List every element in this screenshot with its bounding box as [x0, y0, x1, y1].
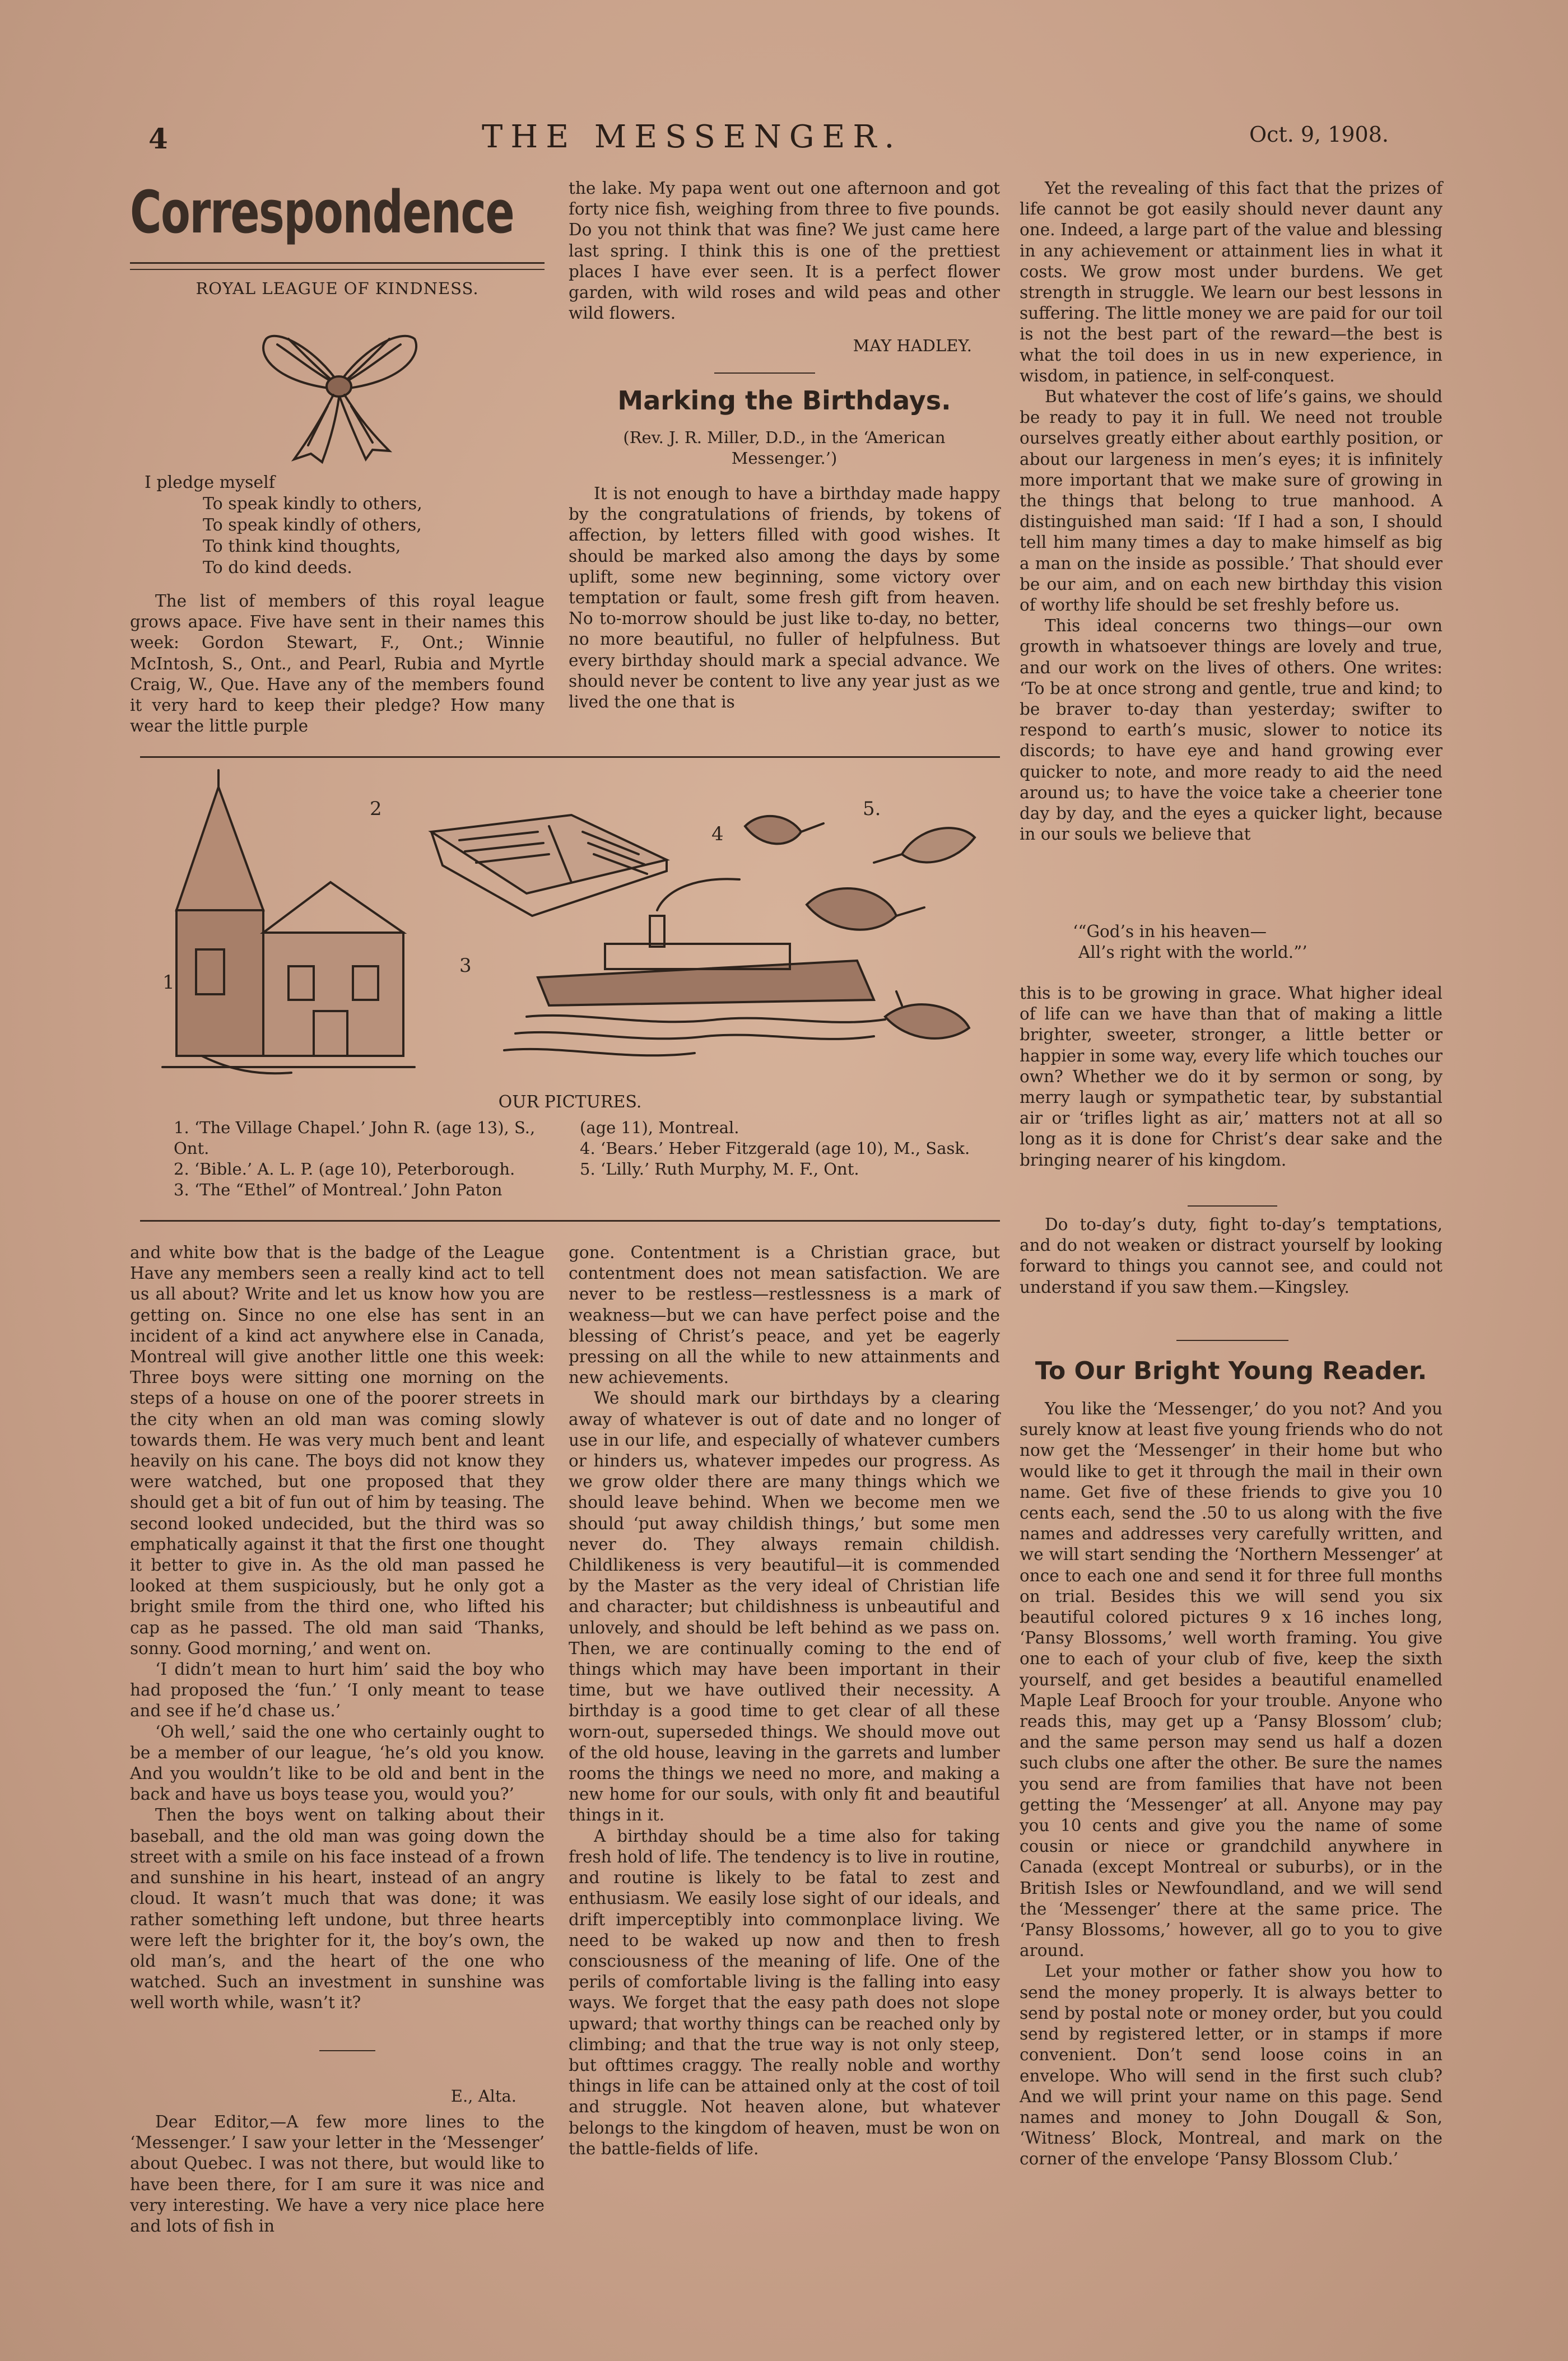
- letter-continued: the lake. My papa went out one afternoon and got forty nice fish, weighing from three to five pounds. Do you not think that was fine? We just came here last spring. I think this is one of the prettiest places I have ever seen. It is a perfect flower garden, with wild roses and wild peas and other wild flowers.: [569, 179, 1000, 323]
- pledge-line: To speak kindly to others,: [203, 494, 422, 514]
- picture-caption: 3. ‘The “Ethel” of Montreal.’ John Paton: [174, 1180, 502, 1199]
- quote-line: ‘“God’s in his heaven—: [1073, 922, 1267, 941]
- separator: [1188, 1205, 1277, 1207]
- pictures-captions-left: [174, 1117, 566, 1200]
- pledge-block: [145, 472, 537, 579]
- pledge-line: I pledge myself: [145, 473, 275, 492]
- kingsley-quote: Do to-day’s duty, fight to-day’s temptations, and do not weaken or distract yourself by looking forward to things you cannot see, and could not understand if you saw them.—Kingsley.: [1020, 1215, 1443, 1297]
- masthead: THE MESSENGER.: [482, 119, 902, 155]
- birthdays-cont: gone. Contentment is a Christian grace, but contentment does not mean satisfaction. We are never to be restless—restlessness is a mark of weakness—but we can have perfect poise and the blessing of Christ’s peace, and yet be eagerly pressing on all the while to new attainments and new achievements. We should mark our birthdays by a clearing away of whatever is out of date and no longer of use in our life, and especially of whatever cumbers or hinders us, whatever impedes our progress. As we grow older there are many things which we should leave behind. When we become men we should ‘put away childish things,’ but some men never do. They always remain childish. Childlikeness is very beautiful—it is commended by the Master as the very ideal of Christian life and character; but childishness is unbeautiful and unlovely, and should be left behind as we pass on. Then, we are continually coming to the end of things which may have been important in their time, but we have outlived their necessity. A birthday is a good time to get clear of all these worn-out, superseded things. We should move out of the old house, leaving in the garrets and lumber rooms the things we need no more, and making a new home for our souls, with only fit and beautiful things in it. A birthday should be a time also for taking fresh hold of life. The tendency is to live in routine, and routine is likely to be fatal to zest and enthusiasm. We easily lose sight of our ideals, and drift imperceptibly into commonplace living. We need to be waked up now and then to fresh consciousness of the meaning of life. One of the perils of comfortable living is the falling into easy ways. We forget that the easy path does not slope upward; that worthy things can be reached only by climbing; and that the true way is not only steep, but ofttimes craggy. The really noble and worthy things in life can be attained only at the cost of toil and struggle. Not heaven alone, but whatever belongs to the kingdom of heaven, must be won on the battle-fields of life.: [569, 1243, 1000, 2158]
- league-paragraph-1: The list of members of this royal league grows apace. Five have sent in their names this week: Gordon Stewart, F., Ont.; Winnie McIntosh, S., Ont., and Pearl, Rubia and Myrtle Craig, W., Que. Have any of the members found it very hard to keep their pledge? How many wear the little purple: [130, 592, 545, 736]
- picture-caption: (age 11), Montreal.: [580, 1118, 739, 1137]
- birthdays-p8: this is to be growing in grace. What higher ideal of life can we have than that of making a little brighter, sweeter, stronger, a little better or happier in some way, every life which touches our own? Whether we do it by sermon or song, by merry laugh or sympathetic tear, by substantial air or ‘trifles light as air,’ matters not at all so long as it is done for Christ’s dear sake and the bringing nearer of his kingdom.: [1020, 984, 1443, 1170]
- quote-line: All’s right with the world.”’: [1078, 943, 1308, 962]
- league-paragraphs-cont: and white bow that is the badge of the League Have any members seen a really kind act to tell us all about? Write and let us know how you are getting on. Since no one else has sent in an incident of a kind act anywhere else in Canada, Montreal will give another little one this week: Three boys were sitting one morning on the steps of a house on one of the poorer streets in the city when an old man was coming slowly towards them. He was very much bent and leant heavily on his cane. The boys did not know they were watched, but one proposed that they should get a bit of fun out of him by teasing. The second looked undecided, but the third was so emphatically against it that the first one thought it better to give in. As the old man passed he looked at them suspiciously, but he only got a bright smile from the third one, who lifted his cap as he passed. The old man said ‘Thanks, sonny. Good morning,’ and went on. ‘I didn’t mean to hurt him’ said the boy who had proposed the ‘fun.’ ‘I only meant to tease and see if he’d chase us.’ ‘Oh well,’ said the one who certainly ought to be a member of our league, ‘he’s old you know. And you wouldn’t like to be old and bent in the back and have us boys tease you, would you?’ Then the boys went on talking about their baseball, and the old man was going down the street with a smile on his face instead of a frown and sunshine in his heart, instead of an angry cloud. It wasn’t much that was done; it was rather something left undone, but three hearts were left the brighter for it, the boy’s own, the old man’s, and the heart of the one who watched. Such an investment in sunshine was well worth while, wasn’t it?: [130, 1243, 545, 2013]
- pictures-captions-right: [580, 1117, 983, 1180]
- pictures-top-rule: [140, 756, 1000, 758]
- birthdays-col3: Yet the revealing of this fact that the prizes of life cannot be got easily should never daunt any one. Indeed, a large part of the value and blessing in any achievement or attainment lies in what it costs. We grow most under burdens. We get strength in struggle. We learn our best lessons in suffering. The little money we are paid for our toil is not the best part of the reward—the best is what the toil does in us in new experience, in wisdom, in patience, in self-conquest. But whatever the cost of life’s gains, we should be ready to pay it in full. We need not trouble ourselves greatly either about earthly position, or about our largeness in men’s eyes; it is infinitely more important that we make sure of growing in the things that belong to true manhood. A distinguished man said: ‘If I had a son, I should tell him many times a day to make himself as big a man on the inside as possible.’ That should ever be our aim, and on each new birthday this vision of worthy life should be set freshly before us. This ideal concerns two things—our own growth in whatsoever things are lovely and true, and our work on the lives of others. One writes: ‘To be at once strong and gentle, true and kind; to be braver to-day than yesterday; swifter to respond to earth’s music, slower to notice its discords; to have eye and hand growing ever quicker to note, and more ready to aid the need around us; to have the voice take a cheerier tone day by day, and the eyes a quicker light, because in our souls we believe that: [1020, 179, 1443, 844]
- pledge-line: To think kind thoughts,: [203, 537, 401, 556]
- separator: [1176, 1340, 1288, 1341]
- bow-illustration: [255, 316, 423, 468]
- quote-block: [1020, 921, 1443, 963]
- reader-body: You like the ‘Messenger,’ do you not? And you surely know at least five young friends who do not now get the ‘Messenger’ in their home but who would like to get it through the mail in their own name. Get five of these friends to give you 10 cents each, send the .50 to us along with the five names and addresses very carefully written, and we will start sending the ‘Northern Messenger’ at once to each one and send it for three full months on trial. Besides this we will send you six beautiful colored pictures 9 x 16 inches long, ‘Pansy Blossoms,’ well worth framing. You give one to each of your club of five, keep the sixth yourself, and get besides a beautiful enamelled Maple Leaf Brooch for your trouble. Anyone who reads this, may get up a ‘Pansy Blossom’ club; and the same person may send us half a dozen such clubs one after the other. Be sure the names you send are from families that have not been getting the ‘Messenger’ at all. Anyone may pay you 10 cents and give you the name of some cousin or niece or grandchild anywhere in Canada (except Montreal or suburbs), or in the British Isles or Newfoundland, and we will send the ‘Messenger’ there at the same price. The ‘Pansy Blossoms,’ however, all go to you to give around. Let your mother or father show you how to send the money properly. It is always better to send by postal note or money order, but you could send by registered letter, or in stamps if more convenient. Don’t send loose coins in an envelope. Who will send in the first such club? And we will print your name on this page. Send names and money to John Dougall & Son, ‘Witness’ Block, Montreal, and mark on the corner of the envelope ‘Pansy Blossom Club.’: [1020, 1399, 1443, 2169]
- correspondence-title: Correspondence: [130, 178, 514, 246]
- issue-date: Oct. 9, 1908.: [1249, 122, 1389, 147]
- title-rule-2: [130, 269, 545, 270]
- picture-label-4: 4: [711, 823, 724, 845]
- league-heading: ROYAL LEAGUE OF KINDNESS.: [196, 279, 479, 298]
- separator: [714, 372, 815, 374]
- separator: [319, 2050, 375, 2051]
- picture-label-2: 2: [370, 798, 382, 820]
- picture-caption: 2. ‘Bible.’ A. L. P. (age 10), Peterborough.: [174, 1159, 515, 1179]
- birthdays-title: Marking the Birthdays.: [617, 385, 951, 416]
- picture-label-5: 5.: [863, 798, 881, 820]
- picture-label-3: 3: [459, 954, 472, 977]
- picture-caption: 1. ‘The Village Chapel.’ John R. (age 13), S., Ont.: [174, 1118, 536, 1158]
- birthdays-p1: It is not enough to have a birthday made happy by the congratulations of friends, by tokens of affection, by letters filled with good wishes. It should be marked also among the days by some uplift, some new beginning, some victory over temptation or fault, some fresh gift from heaven. No to-morrow should be just like to-day, no better, no more beautiful, no fuller of helpfulness. But every birthday should mark a special advance. We should never be content to live any year just as we lived the one that is: [569, 484, 1000, 712]
- our-pictures-heading: OUR PICTURES.: [498, 1092, 642, 1112]
- picture-label-1: 1: [162, 971, 175, 994]
- page-number: 4: [148, 122, 168, 155]
- pictures-illustration: [146, 765, 1003, 1078]
- picture-caption: 4. ‘Bears.’ Heber Fitzgerald (age 10), M., Sask.: [580, 1139, 970, 1158]
- letter-body: Dear Editor,—A few more lines to the ‘Messenger.’ I saw your letter in the ‘Messenger’ about Quebec. I was not there, but would like to have been there, for I am sure it was nice and very interesting. We have a very nice place here and lots of fish in: [130, 2112, 545, 2236]
- pictures-bottom-rule: [140, 1220, 1000, 1222]
- pledge-line: To do kind deeds.: [203, 558, 352, 578]
- birthdays-byline: (Rev. J. R. Miller, D.D., in the ‘American Messenger.’): [623, 428, 946, 468]
- letter-signature: MAY HADLEY.: [853, 336, 972, 355]
- reader-title: To Our Bright Young Reader.: [1035, 1357, 1427, 1385]
- pledge-line: To speak kindly of others,: [203, 515, 422, 535]
- letter-place: E., Alta.: [450, 2087, 517, 2106]
- title-rule-1: [130, 262, 545, 264]
- picture-caption: 5. ‘Lilly.’ Ruth Murphy, M. F., Ont.: [580, 1159, 859, 1179]
